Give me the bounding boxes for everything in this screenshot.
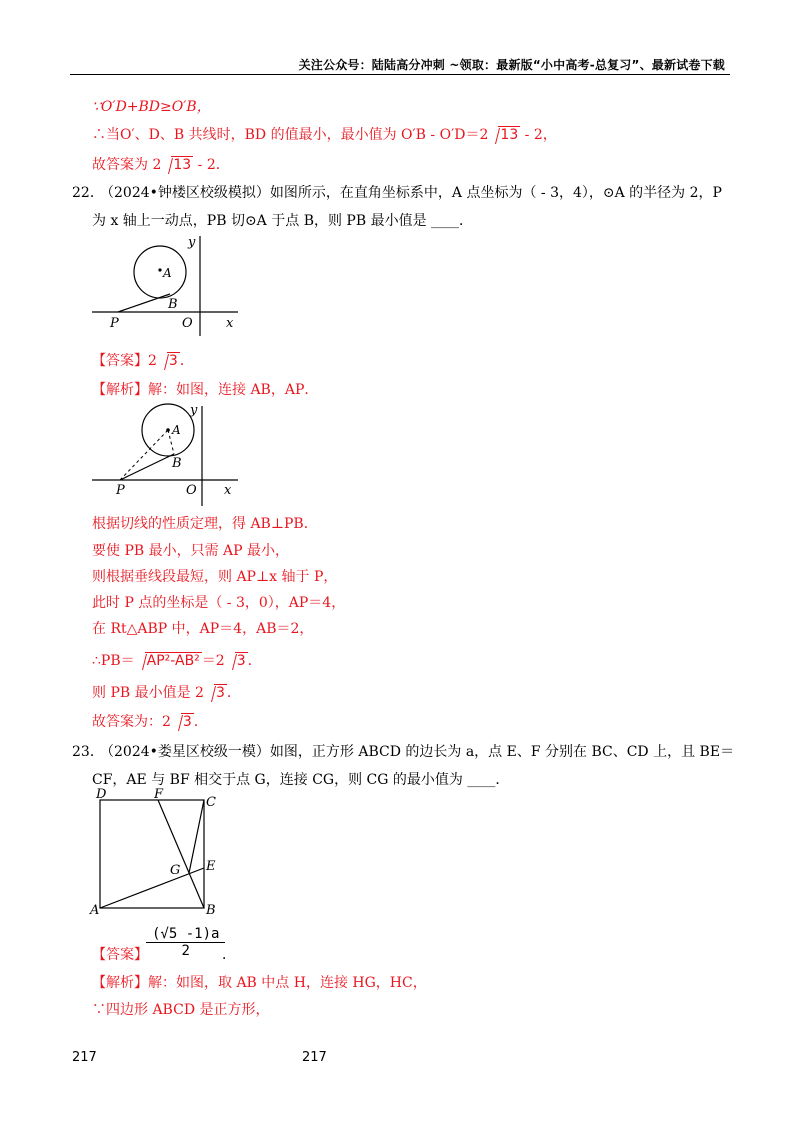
question-22-solution-figure — [88, 402, 248, 508]
footer-page-number-left: 217 — [72, 1050, 97, 1065]
fig23-label-d: D — [96, 788, 107, 802]
question-22-calculation: ∴PB＝ AP²-AB² ＝2 3 ． — [92, 653, 262, 669]
question-22-step-4: 此时 P 点的坐标是（ - 3，0），AP＝4， — [92, 595, 346, 611]
fig22-label-a: A — [163, 266, 172, 280]
fig22s-label-b: B — [172, 456, 182, 471]
footer-page-number-center: 217 — [302, 1050, 327, 1065]
question-22-step-5: 在 Rt△ABP 中，AP＝4，AB＝2， — [92, 621, 314, 637]
fig22-label-b: B — [168, 297, 178, 312]
prev-solution-line2: ∴当O′、D、B 共线时，BD 的值最小，最小值为 O′B - O′D＝2 13 - 2， — [92, 127, 557, 143]
question-22-step-3: 则根据垂线段最短，则 AP⊥x 轴于 P， — [92, 569, 338, 585]
fig22s-label-p: P — [116, 483, 125, 498]
fig23-label-a: A — [90, 903, 100, 918]
fig23-label-g: G — [170, 863, 181, 878]
answer-denominator: 2 — [181, 943, 190, 959]
fig22s-label-a: A — [172, 423, 181, 437]
fig22s-label-x: x — [224, 483, 232, 498]
question-23-analysis: 【解析】解：如图，取 AB 中点 H，连接 HG，HC， — [92, 975, 427, 991]
fig23-label-b: B — [206, 903, 216, 918]
question-22-figure — [88, 232, 248, 338]
question-22-text-line1: （2024•钟楼区校级模拟）如图所示，在直角坐标系中，A 点坐标为（ - 3，4），⊙A 的半径为 2，P — [100, 185, 722, 201]
question-23-text-line1: （2024•娄星区校级一模）如图，正方形 ABCD 的边长为 a，点 E、F 分别在 BC、CD 上，且 BE＝ — [100, 744, 735, 760]
question-22-analysis: 【解析】解：如图，连接 AB，AP． — [92, 382, 319, 398]
fig22s-label-y: y — [190, 403, 198, 418]
fig23-label-e: E — [206, 859, 216, 874]
fig22-label-x: x — [226, 316, 234, 331]
question-22-step-2: 要使 PB 最小，只需 AP 最小， — [92, 543, 290, 559]
fig22-label-o: O — [182, 316, 193, 331]
question-22-text-line2: 为 x 轴上一动点，PB 切⊙A 于点 B，则 PB 最小值是 ____． — [92, 213, 474, 229]
answer-numerator: (√5 -1)a — [146, 926, 225, 943]
question-23-answer-prefix: 【答案】 — [92, 947, 148, 963]
question-22-answer: 【答案】2 3 ． — [92, 353, 194, 369]
prev-solution-answer: 故答案为 2 13 - 2． — [92, 157, 230, 173]
fig22-label-p: P — [110, 316, 119, 331]
prev-solution-line1: ∵O′D+BD≥O′B， — [92, 99, 211, 115]
question-22-number: 22． — [72, 185, 104, 201]
question-23-figure — [88, 788, 228, 920]
question-23-step-1: ∵四边形 ABCD 是正方形， — [92, 1002, 270, 1018]
question-22-min-value: 则 PB 最小值是 2 3 ． — [92, 685, 241, 701]
question-23-number: 23． — [72, 744, 104, 760]
question-22-final-answer: 故答案为：2 3 ． — [92, 714, 208, 730]
fig23-label-f: F — [154, 788, 164, 802]
page-header: 关注公众号：陆陆高分冲刺 ~领取：最新版“小中高考-总复习”、最新试卷下载 — [298, 58, 725, 72]
question-22-step-1: 根据切线的性质定理，得 AB⊥PB． — [92, 516, 318, 532]
fig22s-label-o: O — [186, 483, 197, 498]
fig22-label-y: y — [188, 235, 196, 250]
fig23-label-c: C — [206, 795, 216, 810]
question-23-answer-fraction — [146, 926, 225, 959]
question-23-answer-end: ． — [222, 947, 236, 963]
question-23-text-line2: CF，AE 与 BF 相交于点 G，连接 CG，则 CG 的最小值为 ____． — [92, 772, 510, 788]
header-divider — [70, 74, 730, 75]
